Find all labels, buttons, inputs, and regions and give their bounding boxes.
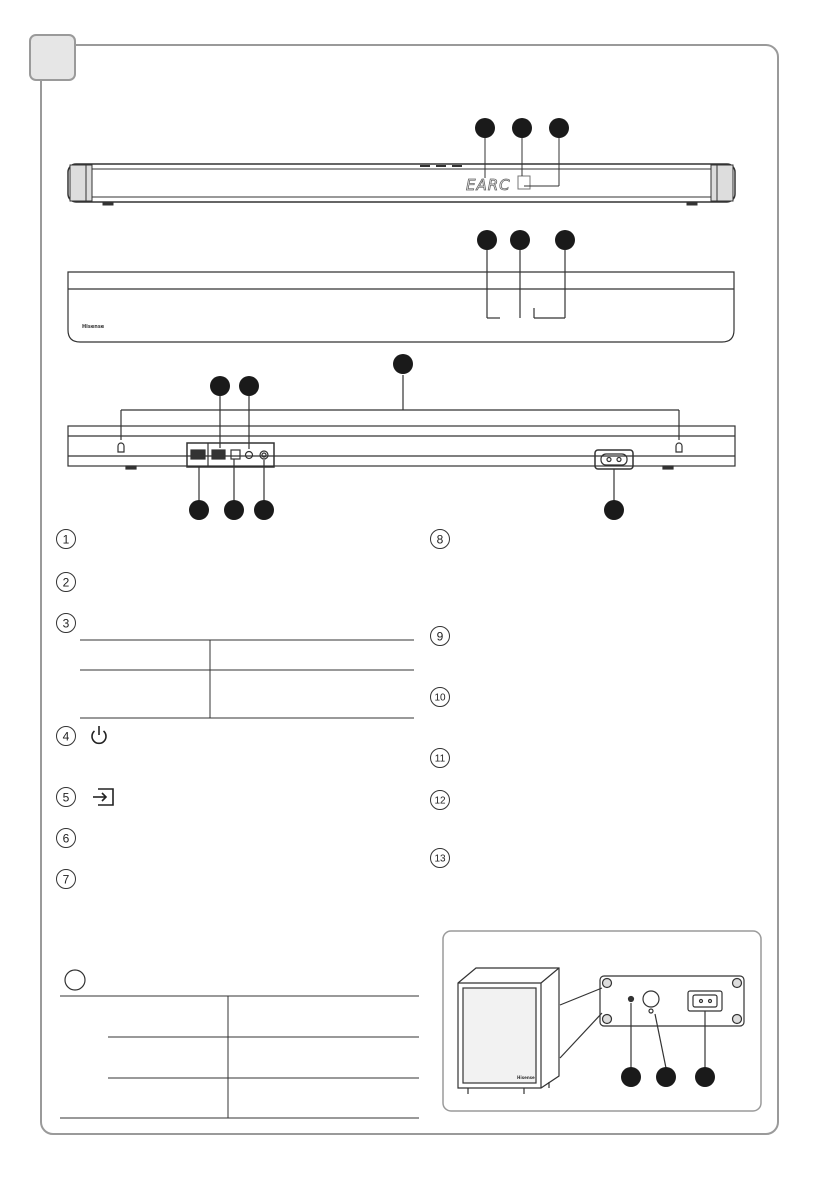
callout-12-marker	[254, 500, 274, 520]
page-frame	[41, 45, 778, 1134]
display-readout: EARC	[466, 176, 511, 194]
legend-item-10	[431, 688, 450, 707]
section-tab	[30, 35, 75, 80]
soundbar-front-view	[68, 137, 735, 205]
callout-6-marker	[555, 230, 575, 250]
legend-number-8: 8	[436, 532, 444, 547]
legend-number-2: 2	[62, 575, 70, 590]
input-source-icon	[93, 789, 113, 805]
callout-8-marker	[210, 376, 230, 396]
callout-2-marker	[512, 118, 532, 138]
legend-item-1	[57, 530, 76, 549]
legend-number-10: 10	[434, 692, 446, 704]
subwoofer-led-table	[60, 996, 419, 1118]
callout-10-marker	[189, 500, 209, 520]
legend-number-12: 12	[434, 795, 446, 807]
callout-1-marker	[475, 118, 495, 138]
soundbar-top-view	[68, 250, 734, 342]
legend-number-7: 7	[62, 872, 70, 887]
legend-item-8	[431, 530, 450, 549]
subwoofer-indicator-marker	[65, 970, 85, 990]
legend-number-9: 9	[436, 629, 444, 644]
subwoofer-callout-2-marker	[656, 1067, 676, 1087]
subwoofer-callout-3-marker	[695, 1067, 715, 1087]
callout-9-marker	[239, 376, 259, 396]
legend-number-11: 11	[434, 753, 446, 765]
subwoofer-rear-panel	[600, 976, 744, 1068]
legend-item-4	[57, 726, 107, 746]
subwoofer-logo: Hisense	[517, 1075, 535, 1080]
power-icon	[92, 726, 106, 743]
legend-number-4: 4	[62, 729, 70, 744]
soundbar-rear-view	[68, 375, 735, 505]
subwoofer-callout-1-marker	[621, 1067, 641, 1087]
legend-item-7	[57, 870, 76, 889]
legend-item-5	[57, 788, 114, 807]
legend-number-1: 1	[62, 532, 70, 547]
legend-number-6: 6	[62, 831, 70, 846]
legend-item-2	[57, 573, 76, 592]
legend-item-9	[431, 627, 450, 646]
remote-sensor	[518, 176, 530, 189]
legend-item-12	[431, 791, 450, 810]
callout-4-marker	[477, 230, 497, 250]
indicator-table	[80, 640, 414, 718]
legend-item-3	[57, 614, 76, 633]
legend-number-3: 3	[62, 616, 70, 631]
callout-7-marker	[393, 354, 413, 374]
callout-3-marker	[549, 118, 569, 138]
legend-item-6	[57, 829, 76, 848]
legend-number-13: 13	[434, 853, 446, 865]
callout-5-marker	[510, 230, 530, 250]
legend-item-13	[431, 849, 450, 868]
callout-11-marker	[224, 500, 244, 520]
callout-13-marker	[604, 500, 624, 520]
top-brand-logo: Hisense	[82, 324, 105, 330]
legend-number-5: 5	[62, 790, 70, 805]
legend-item-11	[431, 749, 450, 768]
